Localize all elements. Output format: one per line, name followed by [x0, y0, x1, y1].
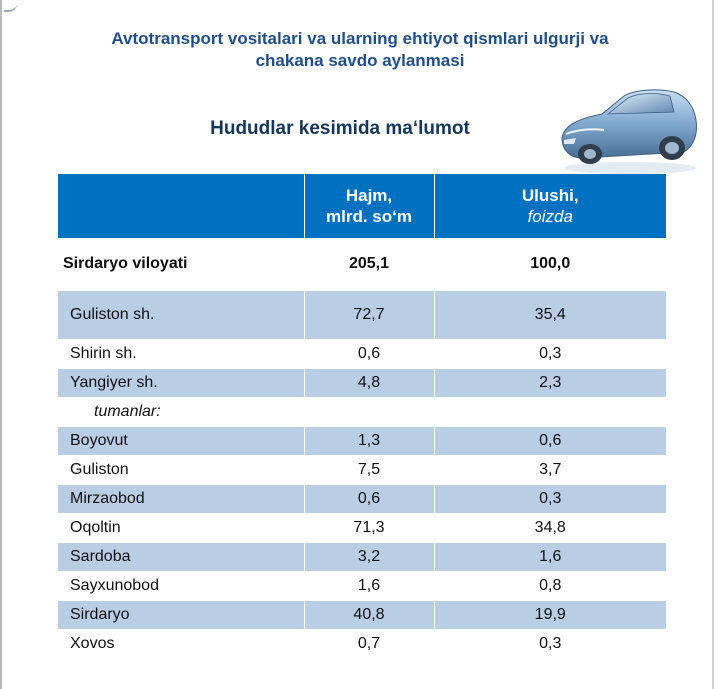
row-share-empty [434, 398, 666, 427]
row-name: Sirdaryo [58, 601, 304, 630]
column-header-volume-line-2: mlrd. so‘m [326, 207, 412, 226]
table-row-total [58, 238, 666, 291]
row-share: 0,3 [434, 630, 666, 659]
row-volume: 72,7 [304, 291, 434, 340]
slide-right-edge [712, 0, 714, 689]
page-title-line-1: Avtotransport vositalari va ularning ehtiyot qismlari ulgurji va [111, 29, 609, 48]
table-row [58, 572, 666, 601]
column-header-share [434, 174, 666, 238]
row-name: Boyovut [58, 427, 304, 456]
row-name: Guliston [58, 456, 304, 485]
table-row [58, 543, 666, 572]
row-volume: 0,6 [304, 485, 434, 514]
row-share: 2,3 [434, 369, 666, 398]
table-row [58, 427, 666, 456]
row-volume: 4,8 [304, 369, 434, 398]
row-name: Oqoltin [58, 514, 304, 543]
row-volume-empty [304, 398, 434, 427]
page-title [40, 28, 680, 72]
row-volume: 205,1 [304, 238, 434, 291]
table-row [58, 601, 666, 630]
row-name: Yangiyer sh. [58, 369, 304, 398]
column-header-share-line-1: Ulushi, [521, 186, 579, 205]
row-name: Sayxunobod [58, 572, 304, 601]
column-header-volume [304, 174, 434, 238]
row-name: Sirdaryo viloyati [63, 255, 188, 272]
table-row [58, 630, 666, 659]
row-volume: 1,3 [304, 427, 434, 456]
row-name: Guliston sh. [58, 291, 304, 340]
row-name: Shirin sh. [58, 340, 304, 369]
row-share: 19,9 [434, 601, 666, 630]
slide-left-edge [0, 0, 2, 689]
row-share: 0,3 [434, 485, 666, 514]
data-table [58, 174, 666, 658]
column-header-share-line-2: foizda [527, 207, 573, 226]
page-title-line-2: chakana savdo aylanmasi [255, 51, 465, 70]
row-name: Mirzaobod [58, 485, 304, 514]
row-volume: 0,7 [304, 630, 434, 659]
table-row [58, 456, 666, 485]
row-volume: 40,8 [304, 601, 434, 630]
car-illustration [552, 68, 702, 176]
row-share: 0,3 [434, 340, 666, 369]
row-share: 1,6 [434, 543, 666, 572]
row-share: 34,8 [434, 514, 666, 543]
row-share: 3,7 [434, 456, 666, 485]
row-share: 100,0 [434, 238, 666, 291]
row-name: Xovos [58, 630, 304, 659]
column-header-region [58, 174, 304, 238]
row-share: 0,8 [434, 572, 666, 601]
table-row [58, 514, 666, 543]
table-row [58, 340, 666, 369]
corner-decoration [4, 0, 18, 12]
table-row [58, 291, 666, 340]
row-volume: 3,2 [304, 543, 434, 572]
table-row-section-label [58, 398, 666, 427]
row-volume: 1,6 [304, 572, 434, 601]
page-subtitle: Hududlar kesimida ma‘lumot [210, 118, 470, 139]
row-volume: 71,3 [304, 514, 434, 543]
districts-label: tumanlar: [58, 398, 304, 427]
row-volume: 7,5 [304, 456, 434, 485]
row-share: 35,4 [434, 291, 666, 340]
table-header-row [58, 174, 666, 238]
table-row [58, 485, 666, 514]
row-share: 0,6 [434, 427, 666, 456]
row-volume: 0,6 [304, 340, 434, 369]
column-header-volume-line-1: Hajm, [345, 186, 393, 205]
table-row [58, 369, 666, 398]
row-name: Sardoba [58, 543, 304, 572]
